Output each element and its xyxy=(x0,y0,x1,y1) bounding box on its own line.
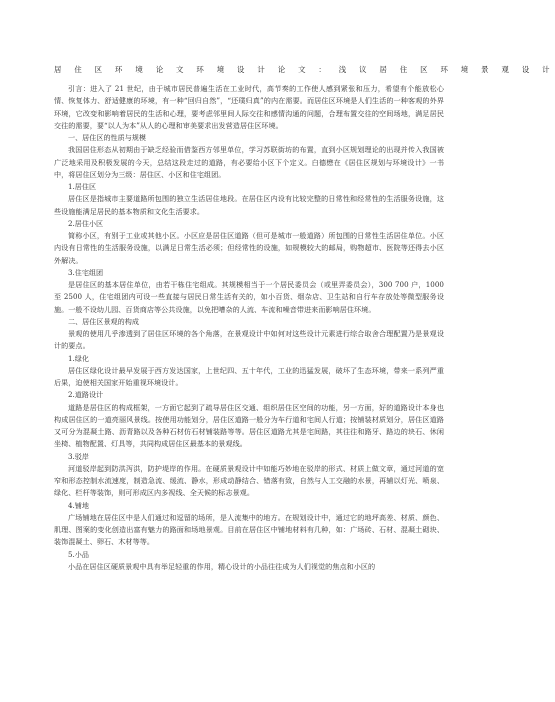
section-paragraph: 景观的使用几乎渗透到了居住区环境的各个角落，在景观设计中如何对这些设计元素进行综合取舍合理配置乃是景观设计的要点。 xyxy=(54,329,444,351)
small-features-paragraph: 小品在居住区硬质景观中具有举足轻重的作用，精心设计的小品往往成为人们视觉的焦点和小区的 xyxy=(68,561,376,571)
document-page xyxy=(54,64,555,573)
greening-paragraph: 居住区绿化设计最早发展于西方发达国家，上世纪四、五十年代，工业的迅猛发展，破坏了生态环境，带来一系列严重后果，迫使相关国家开始重视环境设计。 xyxy=(54,365,444,387)
section-heading-nature: 一、居住区的性质与规模 xyxy=(68,133,147,142)
subheading-small-features: 5.小品 xyxy=(68,549,89,559)
section-heading-landscape: 二、居住区景观的构成 xyxy=(68,316,139,326)
subheading-residential-subdistrict: 2.居住小区 xyxy=(68,218,104,228)
housing-cluster-paragraph: 是居住区的基本居住单位，由若干栋住宅组成。其规模相当于一个居民委员会（或里弄委员会），300 700 户，1000 至 2500 人，住宅组团内可设一些直接与居民日常生活有关的，如小百货、烟杂店、卫生站和自行车存放处等微型服务设施。一般不设幼儿园、百货商店等公共设施，以免把嘈杂的人流、车流和噪音带进来而影响居住环境。 xyxy=(54,280,444,314)
intro-paragraph: 引言：进入了 21 世纪，由于城市居民普遍生活在工业时代，高节奏的工作使人感到紧张和压力，希望有个能放松心情、恢复体力、舒适健康的环境，有一种“回归自然”，“还璞归真”的内在需要。而居住区环境是人们生活的一种客观的外界环境，它改变和影响着居民的生活和心理，要考虑邻里间人际交往和感情沟通的问题，合理布置交往的空间场地，满足居民交往的需要，要“以人为本”从人的心理和审美要求出发营造居住区环境。 xyxy=(54,84,444,130)
residential-area-paragraph: 居住区是指城市主要道路所包围的独立生活居住地段。在居住区内设有比较完整的日常性和经常性的生活服务设施，这些设施能满足居民的基本物质和文化生活要求。 xyxy=(54,194,444,216)
document-title: 居 住 区 环 境 论 文 环 境 设 计 论 文 ： 浅 议 居 住 区 环 境 景 观 设 计 xyxy=(54,65,555,74)
paving-paragraph: 广场铺地在居住区中是人们通过和逗留的场所，是人流集中的地方。在规划设计中，通过它的地坪高差、材质、颜色、肌理、图案的变化创造出富有魅力的路面和场地景观。目前在居住区中铺地材料有几种，如：广场砖、石材、混凝土砌块、装饰混凝土、卵石、木材等等。 xyxy=(54,512,444,547)
residential-subdistrict-paragraph: 简称小区，有别于工业或其他小区。小区应是居住区道路（但可是城市一般道路）所包围的日常性生活居住单位。小区内设有日常性的生活服务设施，以满足日常生活必须；但经常性的设施，如规模较大的邮局，购物超市、医院等还得去小区外解决。 xyxy=(54,231,444,265)
subheading-residential-area: 1.居住区 xyxy=(68,182,97,191)
revetment-paragraph: 河道驳岸起到防洪泻洪，防护堤岸的作用。在硬质景观设计中如能巧妙地在驳岸的形式、材质上做文章，通过河道的宽窄和形态控制水流速度，制造急流、缓流、静水，形成动静结合、错落有致，自然与人工交融的水景，再辅以灯光、喷泉、绿化、栏杆等装饰，则可形成区内多视线、全天候的标志景观。 xyxy=(54,463,444,498)
subheading-revetment: 3.驳岸 xyxy=(68,451,89,461)
section-paragraph: 我国居住形态从初期由于缺乏经验而借鉴西方邻里单位，学习苏联街坊的布置，直到小区规划理论的出现并传入我国被广泛地采用及积极发展的今天，总结这段走过的道路，有必要给小区下个定义。白德懋在《居住区规划与环境设计》一书中，将居住区划分为三级：居住区、小区和住宅组团。 xyxy=(54,145,444,179)
subheading-road-design: 2.道路设计 xyxy=(68,390,104,400)
subheading-greening: 1.绿化 xyxy=(68,353,89,363)
subheading-paving: 4.铺地 xyxy=(68,500,89,510)
road-design-paragraph: 道路是居住区的构成框架，一方面它起到了疏导居住区交通、组织居住区空间的功能，另一方面，好的道路设计本身也构成居住区的一道亮丽风景线。按使用功能划分，居住区道路一般分为车行道和宅间人行道；按铺装材质划分，居住区道路又可分为混凝土路、沥青路以及各种石材仿石材铺装路等等。居住区道路尤其是宅间路，其往往和路牙、路边的块石、休闲坐椅、植物配置、灯具等，共同构成居住区最基本的景观线。 xyxy=(54,402,444,449)
subheading-housing-cluster: 3.住宅组团 xyxy=(68,267,104,277)
